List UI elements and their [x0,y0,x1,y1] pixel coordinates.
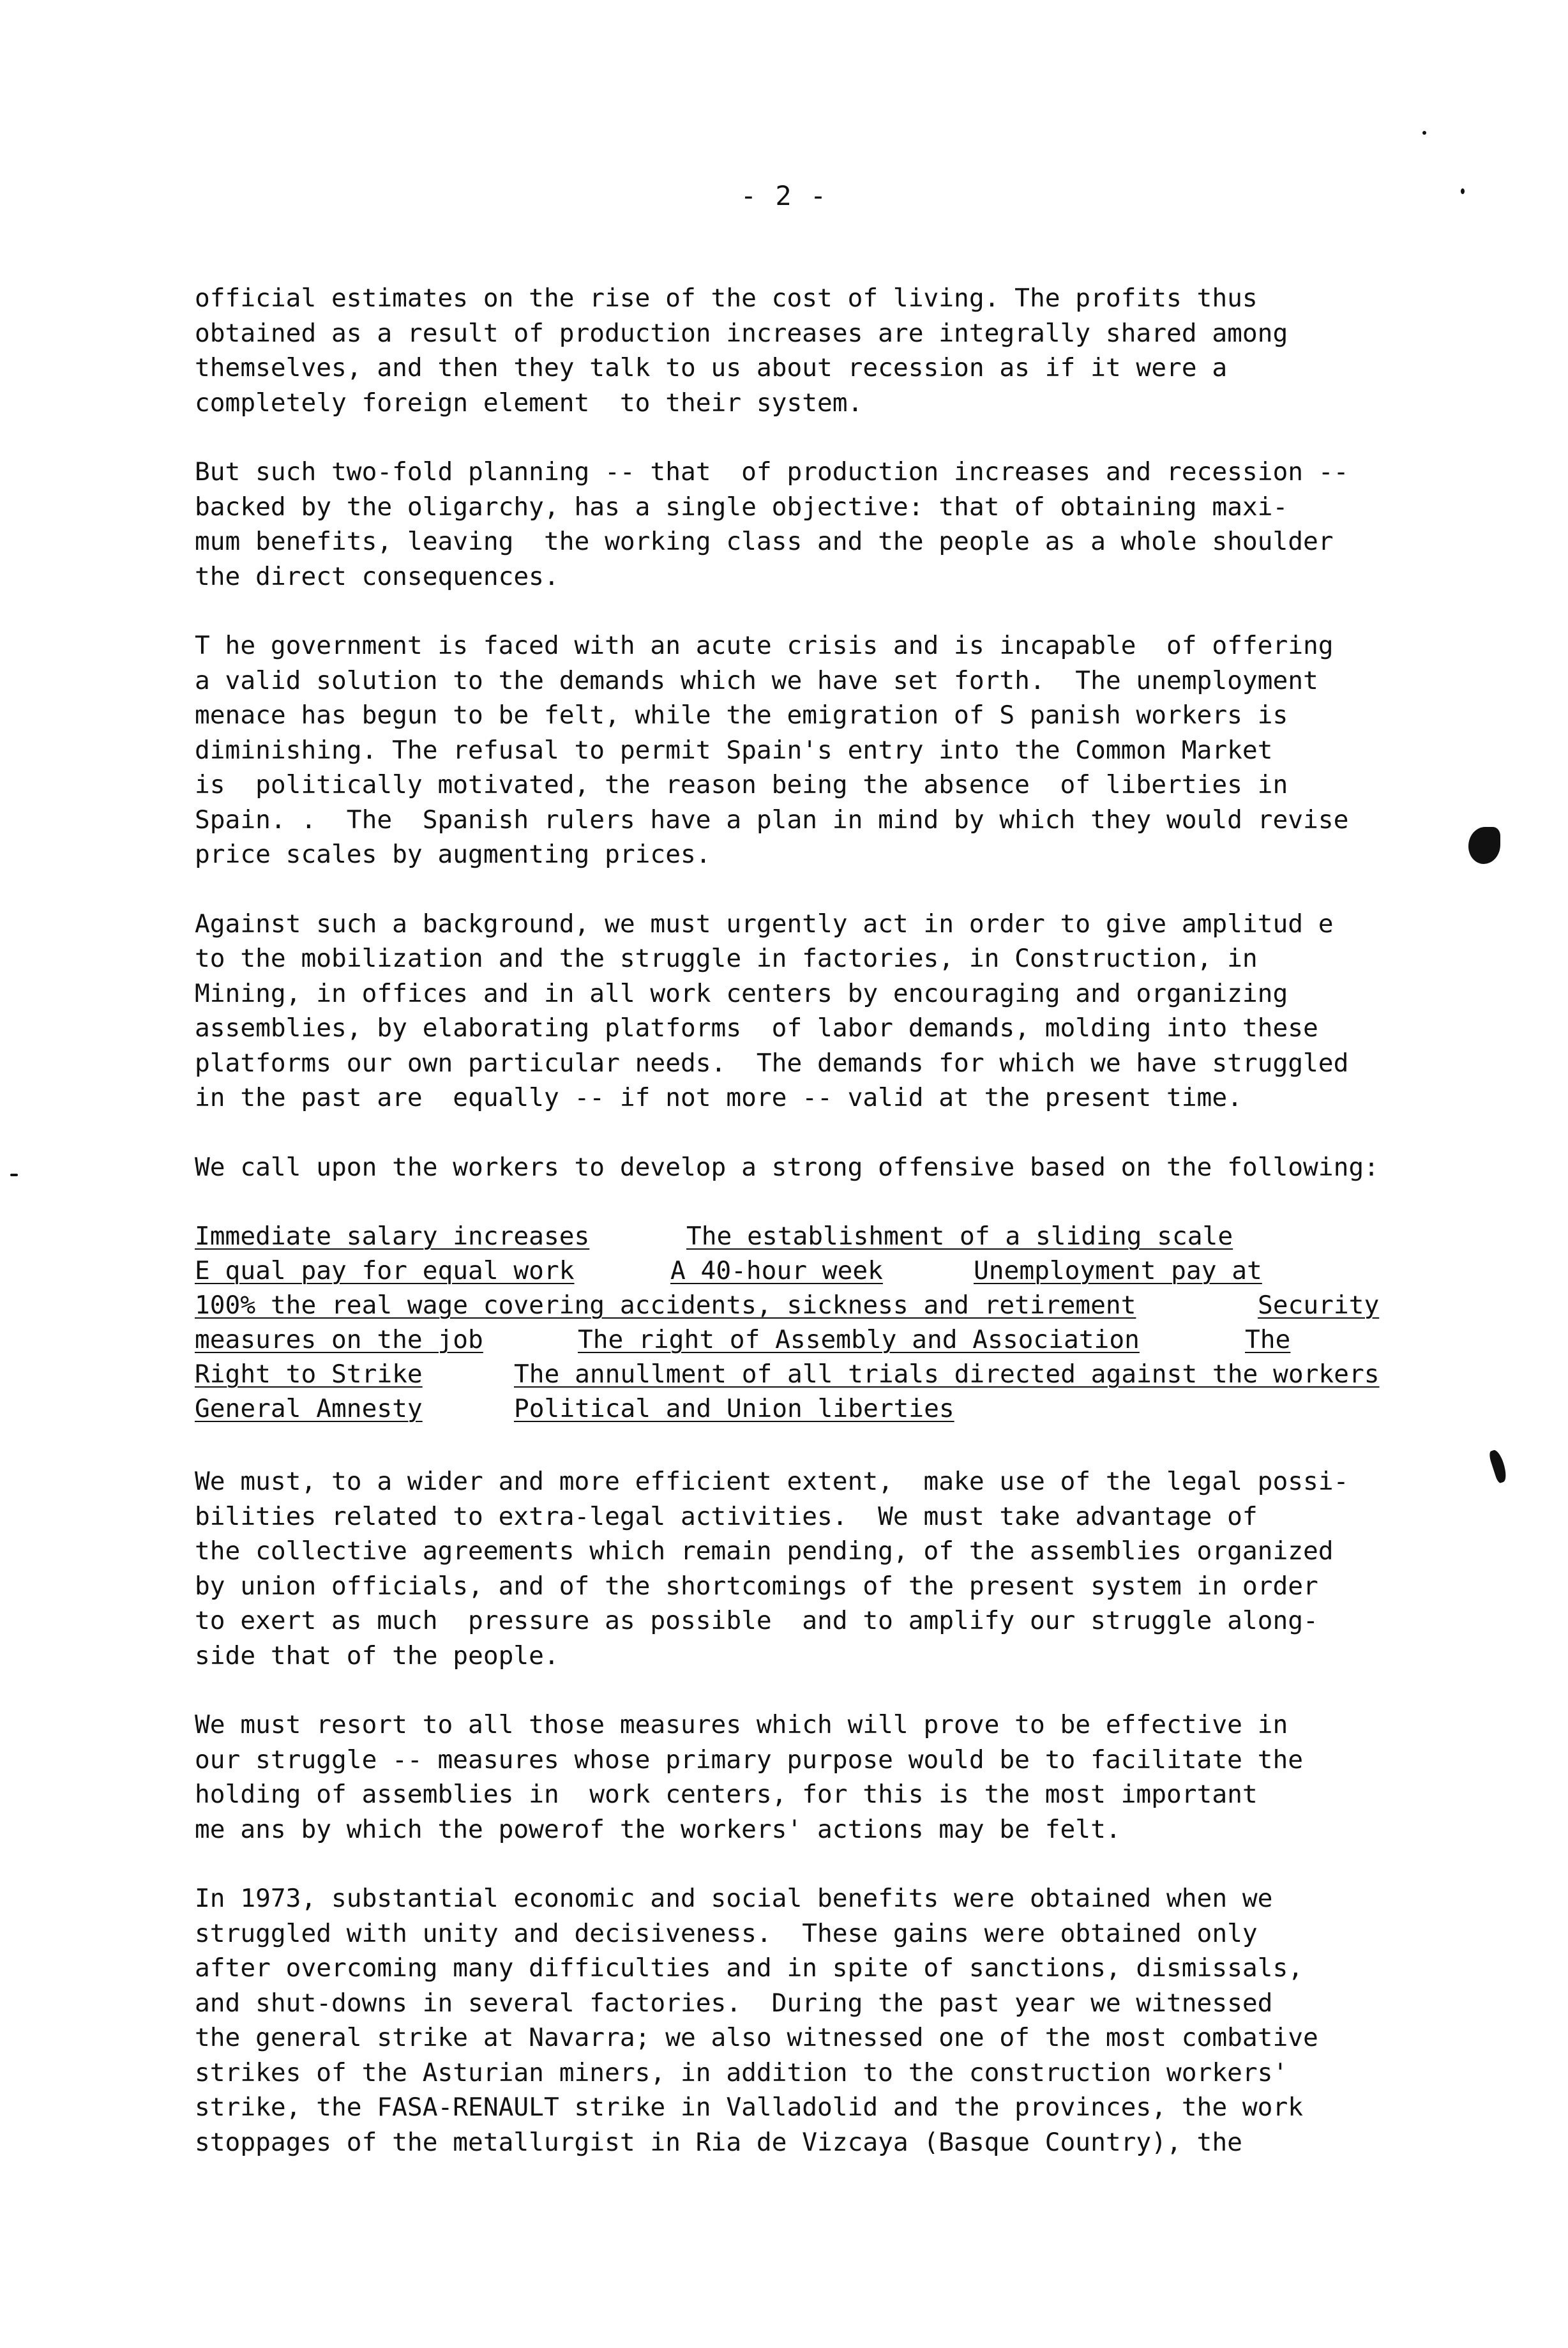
demand-item: The annullment of all trials directed against the workers [514,1360,1380,1389]
demand-item: Right to Strike [195,1360,423,1389]
demand-item: E qual pay for equal work [195,1256,575,1285]
demand-item: The establishment of a sliding scale [686,1222,1233,1251]
scan-blot [1488,1448,1509,1483]
paragraph-3: T he government is faced with an acute crisis and is incapable of offering a valid solution to the demands which we have set forth. The unemployment menace has begun to be felt, while the emigration of S panish workers is diminishing. The refusal to permit Spain's entry into the Common Market is politically motivated, the reason being the absence of liberties in Spain. . The Spanish rulers have a plan in mind by which they would revise price scales by augmenting prices. [195,631,1349,869]
paragraph-5: We call upon the workers to develop a strong offensive based on the following: [195,1152,1379,1182]
demand-item: Immediate salary increases [195,1222,590,1251]
paragraph-7: We must resort to all those measures which will prove to be effective in our struggle -- measures whose primary purpose would be to facilitate the holding of assemblies in work centers, for this is the most important me ans by which the powerof the workers' actions may be felt. [195,1710,1304,1844]
demand-item: 100% the real wage covering accidents, sickness and retirement [195,1291,1136,1320]
paragraph-1: official estimates on the rise of the cost of living. The profits thus obtained as a result of production increases are integrally shared among themselves, and then they talk to us about recession as if it were a completely foreign element to their system. [195,284,1288,418]
page-number: - 2 - [740,180,828,211]
paragraph-2: But such two-fold planning -- that of production increases and recession -- backed by the oligarchy, has a single objective: that of obtaining maxi- mum benefits, leaving the working class and the people as a whole shoulder the direct consequences. [195,457,1349,591]
demand-item: Political and Union liberties [514,1394,954,1423]
demand-item: General Amnesty [195,1394,423,1423]
scan-speck [1461,188,1465,194]
paragraph-6: We must, to a wider and more efficient extent, make use of the legal possi- bilities related to extra-legal activities. We must take advantage of the collective agreements which remain pending, of the assemblies organized by union officials, and of the shortcomings of the present system in order to exert as much pressure as possible and to amplify our struggle along- side that of the people. [195,1467,1349,1670]
paragraph-4: Against such a background, we must urgently act in order to give amplitud e to the mobilization and the struggle in factories, in Construction, in Mining, in offices and in all work centers by encouraging and organizing assemblies, by elaborating platforms of labor demands, molding into these platforms our own particular needs. The demands for which we have struggled in the past are equally -- if not more -- valid at the present time. [195,909,1349,1112]
demand-item: Unemployment pay at [974,1256,1262,1285]
demand-item: The [1245,1325,1291,1354]
scan-speck [1422,131,1426,135]
document-body [195,281,1430,2194]
demand-item: The right of Assembly and Association [578,1325,1140,1354]
demands-list [195,1219,1430,1430]
demand-item: measures on the job [195,1325,483,1354]
paragraph-8: In 1973, substantial economic and social benefits were obtained when we struggled with unity and decisiveness. These gains were obtained only after overcoming many difficulties and in spite of sanctions, dismissals, and shut-downs in several factories. During the past year we witnessed the general strike at Navarra; we also witnessed one of the most combative strikes of the Asturian miners, in addition to the construction workers' strike, the FASA-RENAULT strike in Valladolid and the provinces, the work stoppages of the metallurgist in Ria de Vizcaya (Basque Country), the [195,1884,1318,2157]
demand-item: A 40-hour week [670,1256,883,1285]
scan-blot [1468,827,1500,864]
demand-item: Security [1258,1291,1380,1320]
scan-speck [10,1174,18,1176]
